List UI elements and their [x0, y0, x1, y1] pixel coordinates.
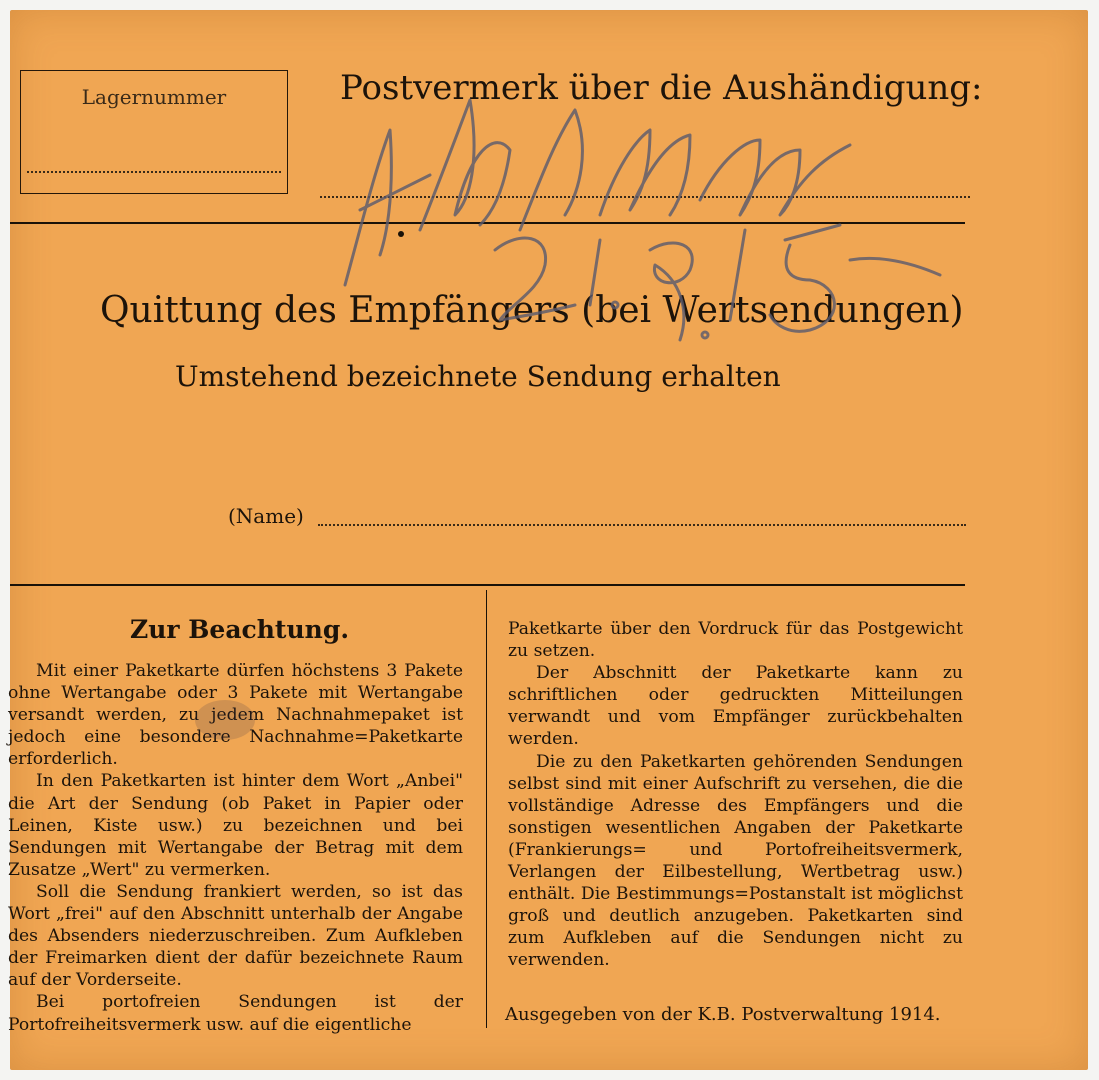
delivery-note-title: Postvermerk über die Aushändigung: [340, 68, 983, 108]
notice-paragraph: Die zu den Paketkarten gehörenden Sendungen selbst sind mit einer Aufschrift zu versehen, die die vollständige Adresse des Empfängers und die sonstigen wesentlichen Angaben der Paketkarte (Frankierungs= und Portofreiheitsvermerk, Verlangen der Eilbestellung, Wertbetrag usw.) enthält. Die Bestimmungs=Postanstalt ist möglichst groß und deutlich anzugeben. Paketkarten sind zum Aufkleben auf die Sendungen nicht zu verwenden. [508, 751, 963, 971]
name-line [318, 524, 966, 526]
storage-number-line [27, 171, 281, 173]
receipt-subtitle: Umstehend bezeichnete Sendung erhalten [175, 360, 781, 393]
divider-bottom [10, 584, 965, 586]
delivery-note-line [320, 196, 970, 198]
divider-dot [398, 231, 404, 237]
storage-number-box [20, 70, 288, 194]
ink-smudge [195, 700, 255, 740]
notice-paragraph: Bei portofreien Sendungen ist der Portofreiheitsvermerk usw. auf die eigentliche [8, 992, 463, 1035]
issued-by: Ausgegeben von der K.B. Postverwaltung 1914. [505, 1004, 941, 1025]
notice-paragraph: Der Abschnitt der Paketkarte kann zu schriftlichen oder gedruckten Mitteilungen verwandt und vom Empfänger zurückbehalten werden. [508, 663, 963, 750]
divider-top [10, 222, 965, 224]
notice-paragraph: In den Paketkarten ist hinter dem Wort „Anbei" die Art der Sendung (ob Paket in Papier oder Leinen, Kiste usw.) zu bezeichnen und bei Sendungen mit Wertangabe der Betrag mit dem Zusatze „Wert" zu vermerken. [8, 771, 463, 880]
notice-paragraph: Mit einer Paketkarte dürfen höchstens 3 Pakete ohne Wertangabe oder 3 Pakete mit Wertangabe versandt werden, zu jedem Nachnahmepaket ist jedoch eine besondere Nachnahme=Paketkarte erforderlich. [8, 661, 463, 770]
name-label: (Name) [228, 504, 304, 528]
column-divider [486, 590, 487, 1028]
receipt-title: Quittung des Empfängers (bei Wertsendungen) [100, 290, 964, 331]
notice-paragraph: Soll die Sendung frankiert werden, so ist das Wort „frei" auf den Abschnitt unterhalb der Angabe des Absenders niederzuschreiben. Zum Aufkleben der Freimarken dient der dafür bezeichnete Raum auf der Vorderseite. [8, 881, 463, 991]
storage-number-label: Lagernummer [81, 85, 227, 109]
notice-right-column [508, 618, 963, 972]
notice-heading: Zur Beachtung. [130, 615, 350, 644]
notice-paragraph: Paketkarte über den Vordruck für das Postgewicht zu setzen. [508, 619, 963, 662]
